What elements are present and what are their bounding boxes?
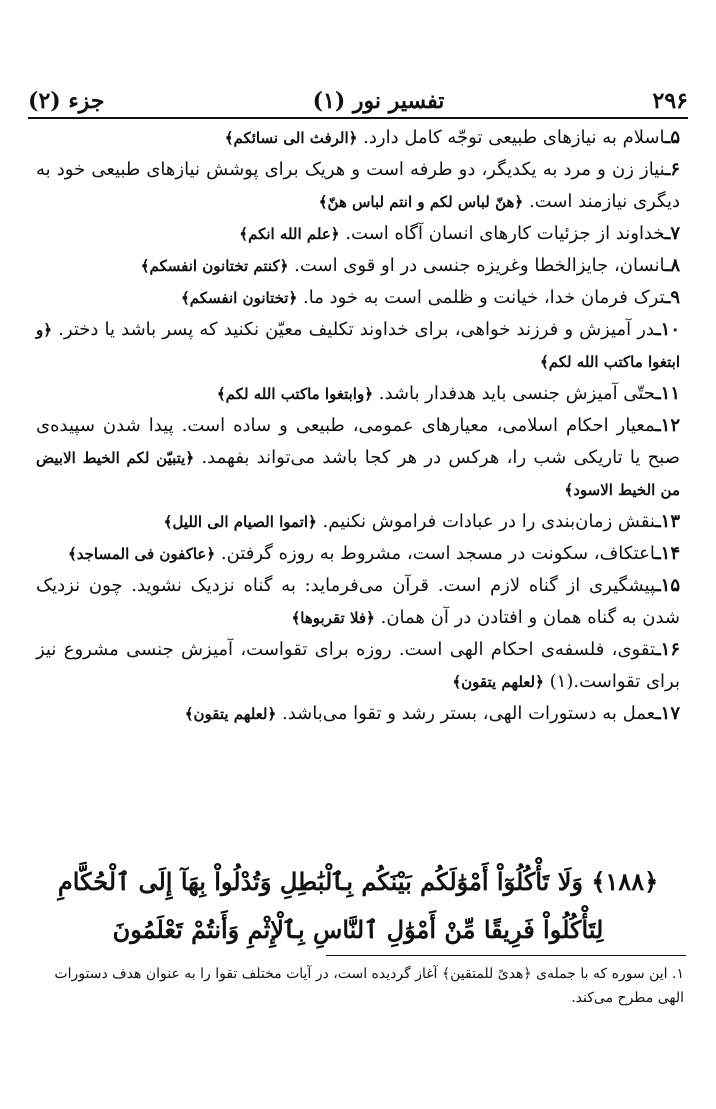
list-item [36,154,680,218]
item-number: ۱۶ـ [655,639,680,660]
list-item [36,634,680,698]
item-quote: ﴿عاکفون فی المساجد﴾ [67,545,216,563]
footnote: ۱. این سوره که با جمله‌ی ﴿هدیً للمتقین﴾ آغاز گردیده است، در آیات مختلف تقوا را به عنوان هدف دستورات الهی مطرح می‌کند. [54,966,684,1006]
verse-text: وَلَا تَأْكُلُوٓاْ أَمْوَٰلَكُم بَيْنَكُم بِٱلْبَٰطِلِ وَتُدْلُواْ بِهَآ إِلَى ٱلْحُكَّامِ لِتَأْكُلُواْ فَرِيقًا مِّنْ أَمْوَٰلِ ٱلنَّاسِ بِٱلْإِثْمِ وَأَنتُمْ تَعْلَمُونَ [57,867,604,944]
lessons-list [36,122,680,730]
item-text: معیار احکام اسلامی، معیارهای عمومی، طبیعی و ساده است. پیدا شدن سپیده‌ی صبح یا تاریکی شب را، هرکس در هر کجا باشد می‌تواند بفهمد. [36,415,681,468]
item-number: ۷ـ [665,223,680,244]
item-number: ۵ـ [665,127,680,148]
list-item [36,570,680,634]
item-quote: ﴿وابتغوا ماکتب الله لکم﴾ [216,385,373,403]
item-quote: ﴿تختانون انفسکم﴾ [180,289,298,307]
item-quote: ﴿الرفث الی نسائکم﴾ [224,129,358,147]
item-quote: ﴿هنّ لباس لکم و انتم لباس هنّ﴾ [318,193,524,211]
footnote-divider [326,955,686,956]
item-quote: ﴿اتموا الصیام الی اللیل﴾ [163,513,317,531]
list-item [36,314,680,378]
item-number: ۱۴ـ [655,543,680,564]
part-label: جزء (۲) [28,88,105,114]
item-number: ۱۰ـ [655,319,681,340]
list-item [36,538,680,570]
item-number: ۱۱ـ [655,383,680,404]
item-number: ۱۳ـ [655,511,680,532]
item-text: اعتکاف، سکونت در مسجد است، مشروط به روزه گرفتن. [220,543,656,564]
item-number: ۹ـ [665,287,680,308]
item-quote: ﴿لعلهم یتقون﴾ [452,673,544,691]
item-quote: ﴿و ابتغوا ماکتب الله لکم﴾ [36,321,680,371]
page-number: ۲۹۶ [652,88,688,114]
item-quote: ﴿فلا تقربوها﴾ [291,609,375,627]
item-text: اسلام به نیازهای طبیعی توجّه کامل دارد. [363,127,666,148]
item-text: حتّی آمیزش جنسی باید هدفدار باشد. [378,383,656,404]
item-quote: ﴿کنتم تختانون انفسکم﴾ [140,257,289,275]
verse-number: ﴿۱۸۸﴾ [591,867,659,896]
item-number: ۱۷ـ [655,703,680,724]
page-header [28,72,688,119]
list-item [36,122,680,154]
item-text: نیاز زن و مرد به یکدیگر، دو طرفه است و هریک برای پوشش نیازهای طبیعی خود به دیگری نیازمند است. [36,159,680,212]
item-text: تقوی، فلسفه‌ی احکام الهی است. روزه برای تقواست، آمیزش جنسی مشروع نیز برای تقواست.(۱) [36,639,680,692]
item-text: ترک فرمان خدا، خیانت و ظلمی است به خود ما. [302,287,666,308]
book-title: تفسیر نور (۱) [312,88,445,114]
item-number: ۱۵ـ [655,575,680,596]
item-number: ۶ـ [665,159,680,180]
item-number: ۸ـ [665,255,680,276]
item-text: نقش زمان‌بندی را در عبادات فراموش نکنیم. [322,511,656,532]
item-text: پیشگیری از گناه لازم است. قرآن می‌فرماید: به گناه نزدیک نشوید. چون نزدیک شدن به گناه همان و افتادن در آن همان. [36,575,680,628]
item-quote: ﴿علم الله انکم﴾ [239,225,340,243]
item-text: در آمیزش و فرزند خواهی، برای خداوند تکلیف معیّن نکنید که پسر باشد یا دختر. [58,319,656,340]
list-item [36,218,680,250]
item-quote: ﴿یتبیّن لکم الخیط الابیض من الخیط الاسود﴾ [36,449,680,499]
list-item [36,282,680,314]
item-text: خداوند از جزئیات کارهای انسان آگاه است. [345,223,666,244]
list-item [36,698,680,730]
item-number: ۱۲ـ [655,415,680,436]
item-text: انسان، جایزالخطا وغریزه جنسی در او قوی است. [294,255,666,276]
item-quote: ﴿لعلهم یتقون﴾ [184,705,277,723]
item-text: عمل به دستورات الهی، بستر رشد و تقوا می‌باشد. [282,703,656,724]
list-item [36,378,680,410]
list-item [36,410,680,506]
list-item [36,506,680,538]
list-item [36,250,680,282]
quran-verse [30,858,686,954]
